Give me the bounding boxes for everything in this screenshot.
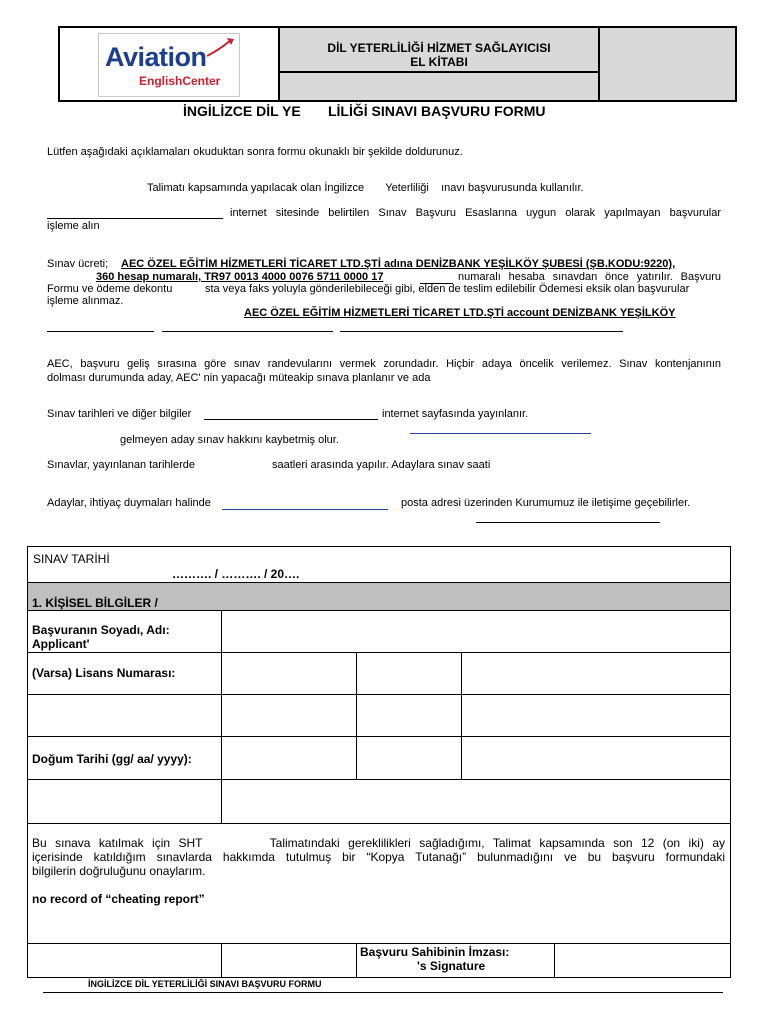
table-cell xyxy=(221,943,356,977)
fee-prefix: Sınav ücreti; xyxy=(47,258,109,270)
surname-label: Başvuranın Soyadı, Adı: xyxy=(32,623,170,637)
fee-bank-info: AEC ÖZEL EĞİTİM HİZMETLERİ TİCARET LTD.ŞTİ adına DENİZBANK YEŞİLKÖY ŞUBESİ (ŞB.KODU:9220), xyxy=(121,258,676,270)
blank-line xyxy=(162,331,333,332)
license-field-1[interactable] xyxy=(221,653,356,695)
header-title-cell xyxy=(280,28,600,100)
appointment-text-line2: dolması durumunda aday, AEC' nin yapacağı müteakip sınava planlanır ve ada xyxy=(47,372,431,384)
dob-field-1[interactable] xyxy=(221,737,356,780)
fee-english-info: AEC ÖZEL EĞİTİM HİZMETLERİ TİCARET LTD.ŞTİ account DENİZBANK YEŞİLKÖY xyxy=(244,307,676,319)
declaration-line2: içerisinde katıldığım sınavlarda hakkımda tutulmuş bir “Kopya Tutanağı” bulunmadığını ve bu başvuru formundaki xyxy=(32,850,725,864)
aviation-english-center-logo xyxy=(98,33,240,97)
footer-rule xyxy=(43,992,723,993)
header-divider xyxy=(280,71,598,73)
intro-text: Lütfen aşağıdaki açıklamaları okuduktan sonra formu okunaklı bir şekilde doldurunuz. xyxy=(47,146,463,158)
blank-line xyxy=(340,331,623,332)
fee-account-info: 360 hesap numaralı, TR97 0013 4000 0076 5711 0000 17 xyxy=(96,271,384,283)
rules-text-line1: internet sitesinde belirtilen Sınav Başvuru Esaslarına uygun olarak yapılmayan başvurular xyxy=(230,207,721,219)
dob-label: Doğum Tarihi (gg/ aa/ yyyy): xyxy=(32,752,192,766)
table-cell[interactable] xyxy=(221,780,730,824)
declaration-en: no record of “cheating report” xyxy=(32,892,205,906)
contact-text-b: posta adresi üzerinden Kurumumuz ile iletişime geçebilirler. xyxy=(401,497,691,509)
rules-text-line2: işleme alın xyxy=(47,220,100,232)
fee-text-line3a: Formu ve ödeme dekontu xyxy=(47,283,173,295)
absence-text: gelmeyen aday sınav hakkını kaybetmiş olur. xyxy=(120,434,339,446)
dob-field-2[interactable] xyxy=(356,737,461,780)
dates-text-a: Sınav tarihleri ve diğer bilgiler xyxy=(47,408,192,420)
blank-link-line xyxy=(410,433,591,434)
license-field-3[interactable] xyxy=(461,653,730,695)
exam-date-label: SINAV TARİHİ xyxy=(33,552,110,566)
table-cell[interactable] xyxy=(356,695,461,737)
declaration-line1: Bu sınava katılmak için SHT Talimatındaki gereklilikleri sağladığımı, Talimat kapsamında son 12 (on iki) ay xyxy=(32,836,725,850)
usage-text: Talimatı kapsamında yapılacak olan İngilizce Yeterliliği ınavı başvurusunda kullanılır. xyxy=(147,182,584,194)
hours-text-a: Sınavlar, yayınlanan tarihlerde xyxy=(47,459,195,471)
fee-text-line3b: sta veya faks yoluyla gönderilebileceği gibi, elden de teslim edilebilir Ödemesi eksik olan başvurular xyxy=(205,283,690,295)
application-form-table xyxy=(27,546,731,978)
surname-field[interactable] xyxy=(221,611,730,653)
logo-main-text: Aviation xyxy=(105,42,207,72)
contact-text-a: Adaylar, ihtiyaç duymaları halinde xyxy=(47,497,211,509)
header-right-cell xyxy=(600,28,735,100)
signature-label-en: 's Signature xyxy=(417,959,486,973)
header-title-line1: DİL YETERLİLİĞİ HİZMET SAĞLAYICISI xyxy=(327,41,551,55)
blank-line xyxy=(204,419,378,420)
license-label: (Varsa) Lisans Numarası: xyxy=(32,666,176,680)
declaration-line3: bilgilerin doğruluğunu onaylarım. xyxy=(32,864,206,878)
logo-sub-text: EnglishCenter xyxy=(139,74,221,88)
section-personal-info-title: 1. KİŞİSEL BİLGİLER / xyxy=(32,596,158,610)
logo-cell xyxy=(60,28,280,100)
exam-date-field[interactable]: ………. / ………. / 20…. xyxy=(172,567,300,581)
blank-line xyxy=(476,522,660,523)
footer-text: İNGİLİZCE DİL YETERLİLİĞİ SINAVI BAŞVURU FORMU xyxy=(88,979,322,989)
dob-field-3[interactable] xyxy=(461,737,730,780)
table-cell[interactable] xyxy=(221,695,356,737)
license-field-2[interactable] xyxy=(356,653,461,695)
signature-label: Başvuru Sahibinin İmzası: xyxy=(360,945,510,959)
dates-text-b: internet sayfasında yayınlanır. xyxy=(382,408,529,420)
signature-field[interactable] xyxy=(555,943,730,977)
document-header xyxy=(58,26,737,102)
section-personal-info xyxy=(28,582,730,611)
blank-line xyxy=(47,331,154,332)
signature-label-cell xyxy=(356,943,555,977)
blank-line xyxy=(47,218,223,219)
form-title: İNGİLİZCE DİL YE LİLİĞİ SINAVI BAŞVURU FORMU xyxy=(183,103,546,119)
surname-label-en: Applicant' xyxy=(32,637,90,651)
table-cell[interactable] xyxy=(461,695,730,737)
appointment-text-line1: AEC, başvuru geliş sırasına göre sınav randevularını vermek zorundadır. Hiçbir adaya öncelik verilemez. Sınav kontenjanının xyxy=(47,358,721,370)
email-link-line[interactable] xyxy=(222,509,388,510)
airplane-icon xyxy=(205,36,235,60)
hours-text-b: saatleri arasında yapılır. Adaylara sınav saati xyxy=(272,459,491,471)
fee-text-line2: numaralı hesaba sınavdan önce yatırılır. Başvuru xyxy=(458,271,721,283)
fee-text-line4: işleme alınmaz. xyxy=(47,295,124,307)
header-title-line2: EL KİTABI xyxy=(410,55,468,69)
